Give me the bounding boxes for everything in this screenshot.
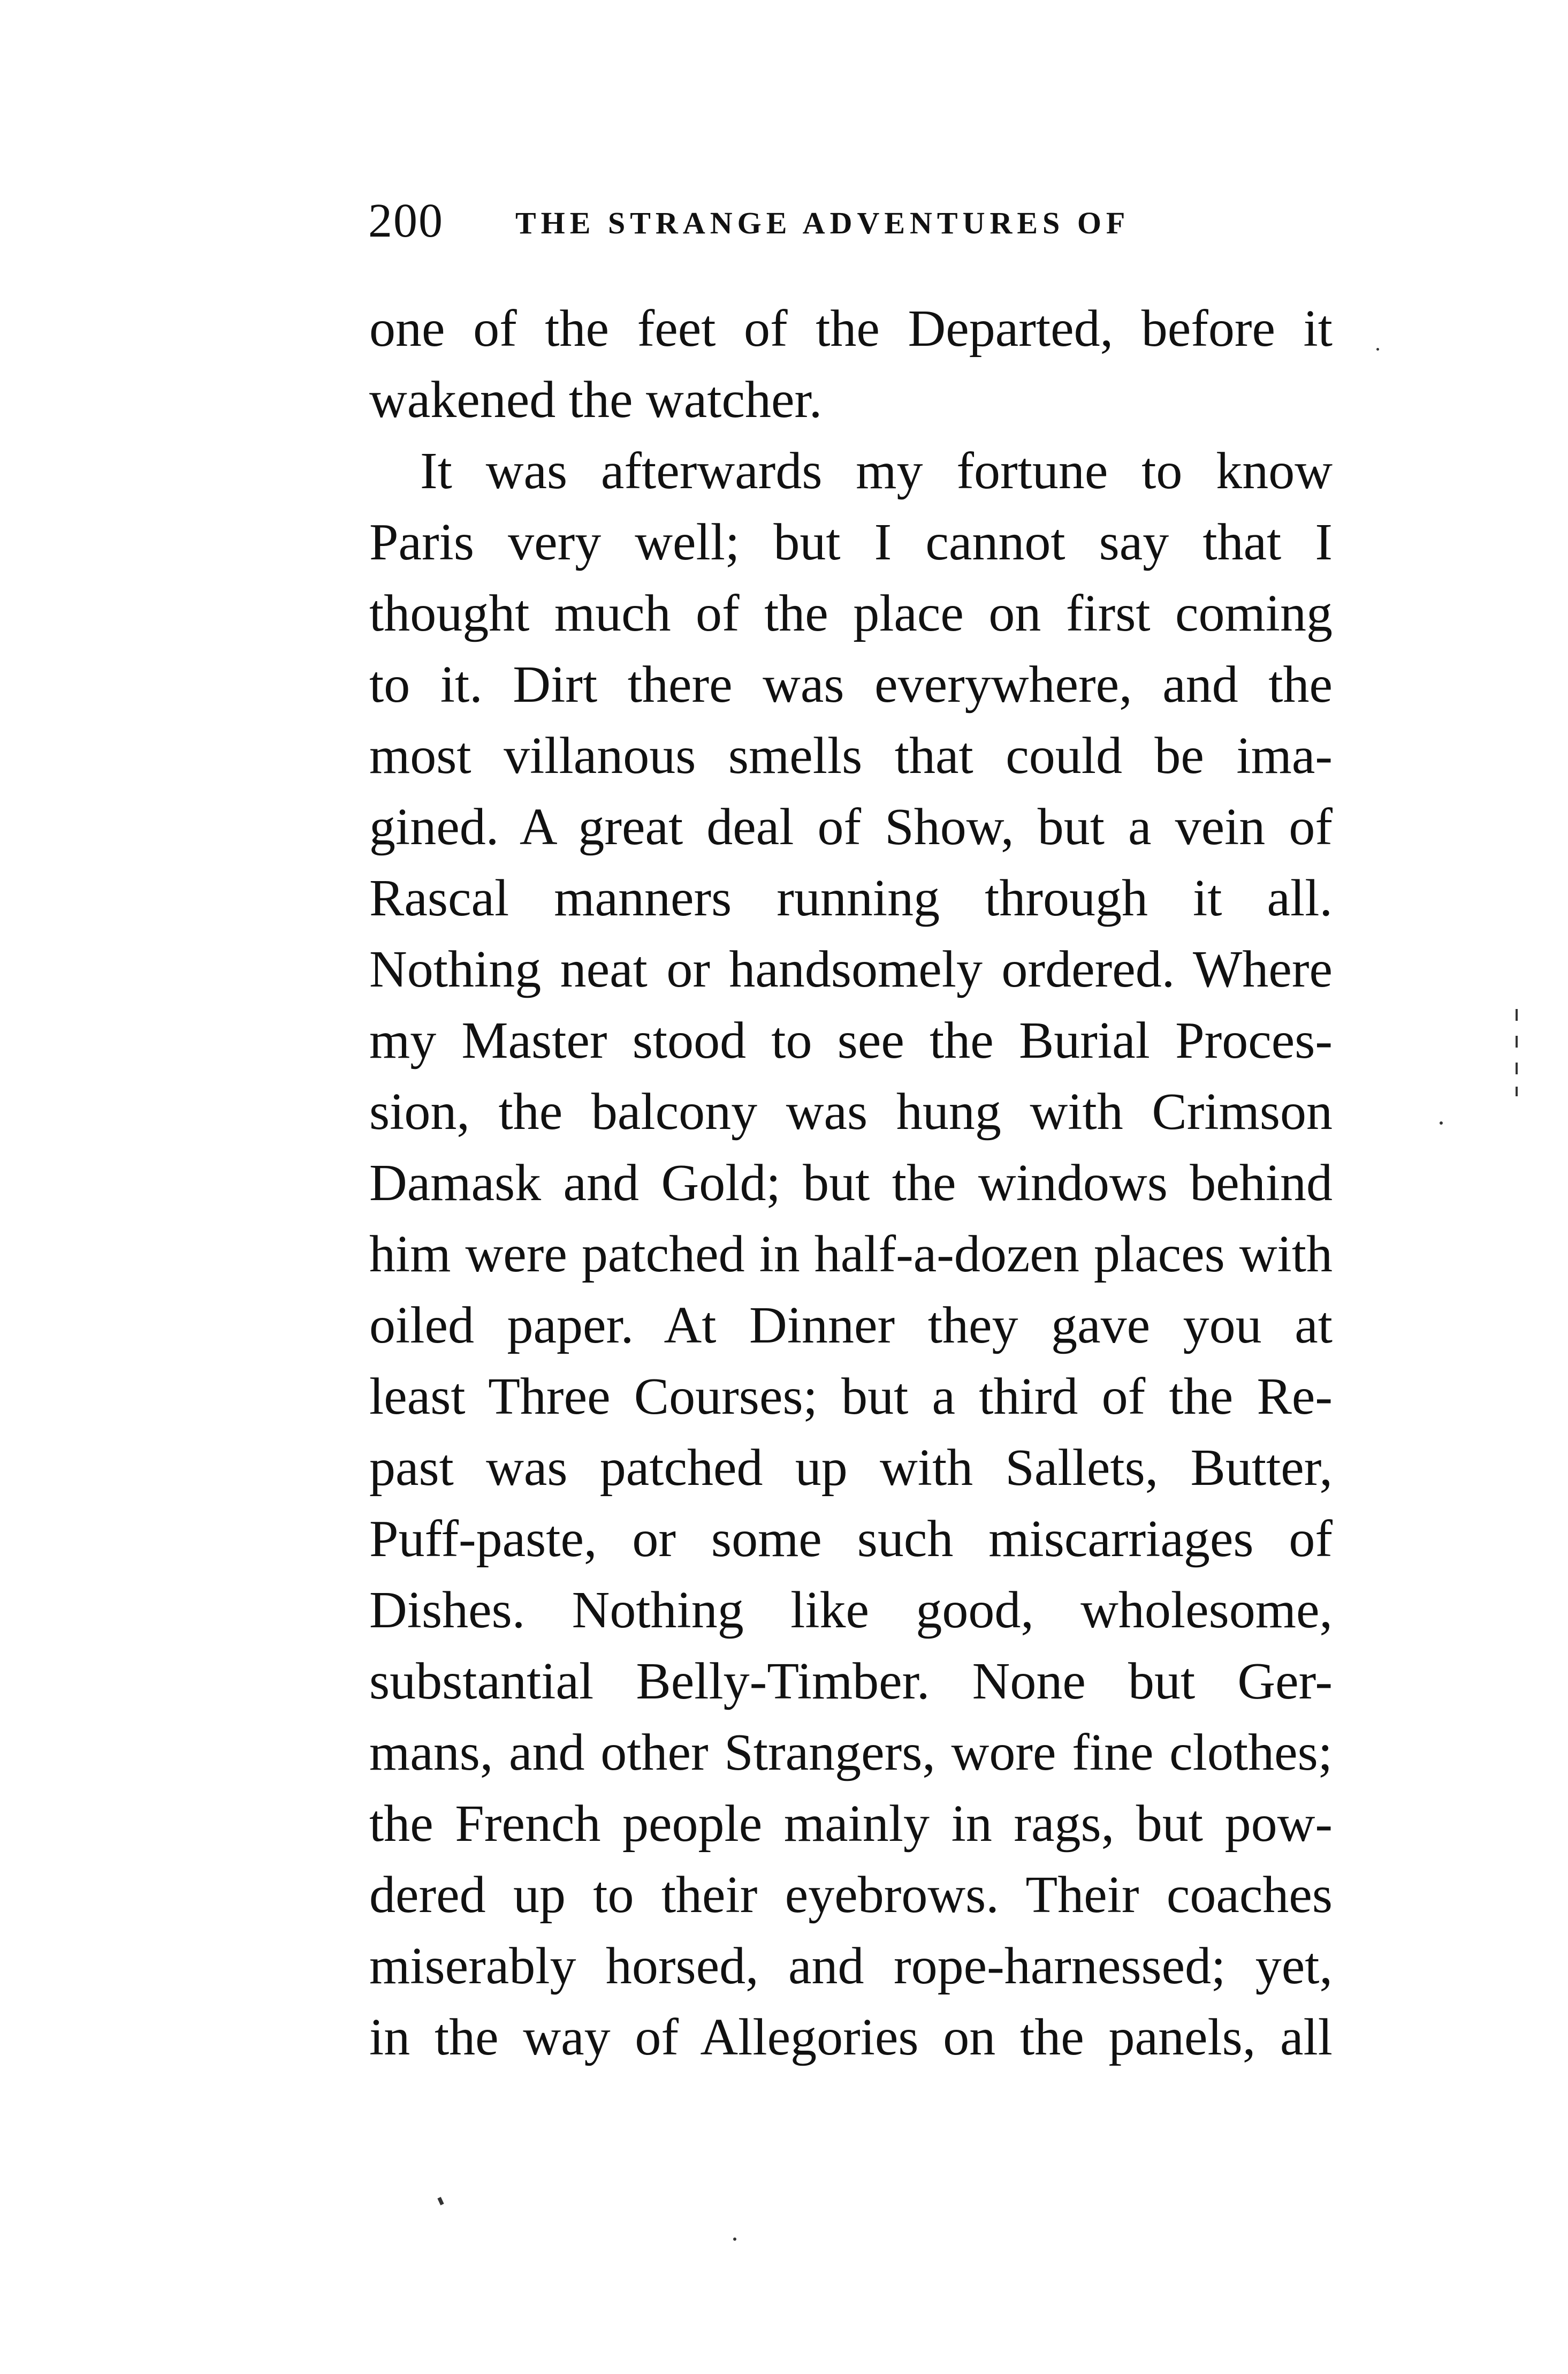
text-line: miserably horsed, and rope-harnessed; yet, xyxy=(369,1937,1333,1995)
text-line: thought much of the place on first coming xyxy=(369,585,1333,642)
text-line: him were patched in half-a-dozen places with xyxy=(369,1225,1333,1283)
text-line: most villanous smells that could be ima- xyxy=(369,727,1333,785)
text-line: Nothing neat or handsomely ordered. Where xyxy=(369,941,1333,998)
text-line: wakened the watcher. xyxy=(369,371,823,429)
scan-speck xyxy=(1516,1063,1518,1074)
scan-speck xyxy=(437,2197,444,2205)
text-line: Dishes. Nothing like good, wholesome, xyxy=(369,1581,1333,1639)
scan-speck xyxy=(733,2238,736,2241)
text-line: dered up to their eyebrows. Their coaches xyxy=(369,1866,1333,1924)
text-line: oiled paper. At Dinner they gave you at xyxy=(369,1296,1333,1354)
body-text xyxy=(369,293,1333,2073)
text-line: It was afterwards my fortune to know xyxy=(420,442,1333,500)
scan-speck xyxy=(1440,1121,1443,1125)
text-line: Puff-paste, or some such miscarriages of xyxy=(369,1510,1333,1568)
text-line: my Master stood to see the Burial Proces- xyxy=(369,1012,1333,1070)
text-line: in the way of Allegories on the panels, all xyxy=(369,2008,1333,2066)
text-line: to it. Dirt there was everywhere, and the xyxy=(369,656,1333,714)
running-title: THE STRANGE ADVENTURES OF xyxy=(515,206,1130,240)
scan-speck xyxy=(1516,1009,1518,1021)
scan-speck xyxy=(1516,1087,1518,1096)
scan-speck xyxy=(1516,1036,1518,1048)
text-line: one of the feet of the Departed, before it xyxy=(369,300,1333,358)
text-line: the French people mainly in rags, but pow- xyxy=(369,1795,1333,1853)
text-line: mans, and other Strangers, wore fine clothes; xyxy=(369,1724,1333,1781)
text-line: Rascal manners running through it all. xyxy=(369,869,1333,927)
text-line: Damask and Gold; but the windows behind xyxy=(369,1154,1333,1212)
text-line: substantial Belly-Timber. None but Ger- xyxy=(369,1652,1333,1710)
text-line: past was patched up with Sallets, Butter, xyxy=(369,1439,1333,1497)
text-line: gined. A great deal of Show, but a vein of xyxy=(369,798,1333,856)
page-header xyxy=(368,192,1331,251)
text-line: least Three Courses; but a third of the Re- xyxy=(369,1368,1333,1425)
text-line: sion, the balcony was hung with Crimson xyxy=(369,1083,1333,1141)
page-number: 200 xyxy=(368,194,444,247)
scan-speck xyxy=(1376,348,1379,351)
text-line: Paris very well; but I cannot say that I xyxy=(369,513,1333,571)
